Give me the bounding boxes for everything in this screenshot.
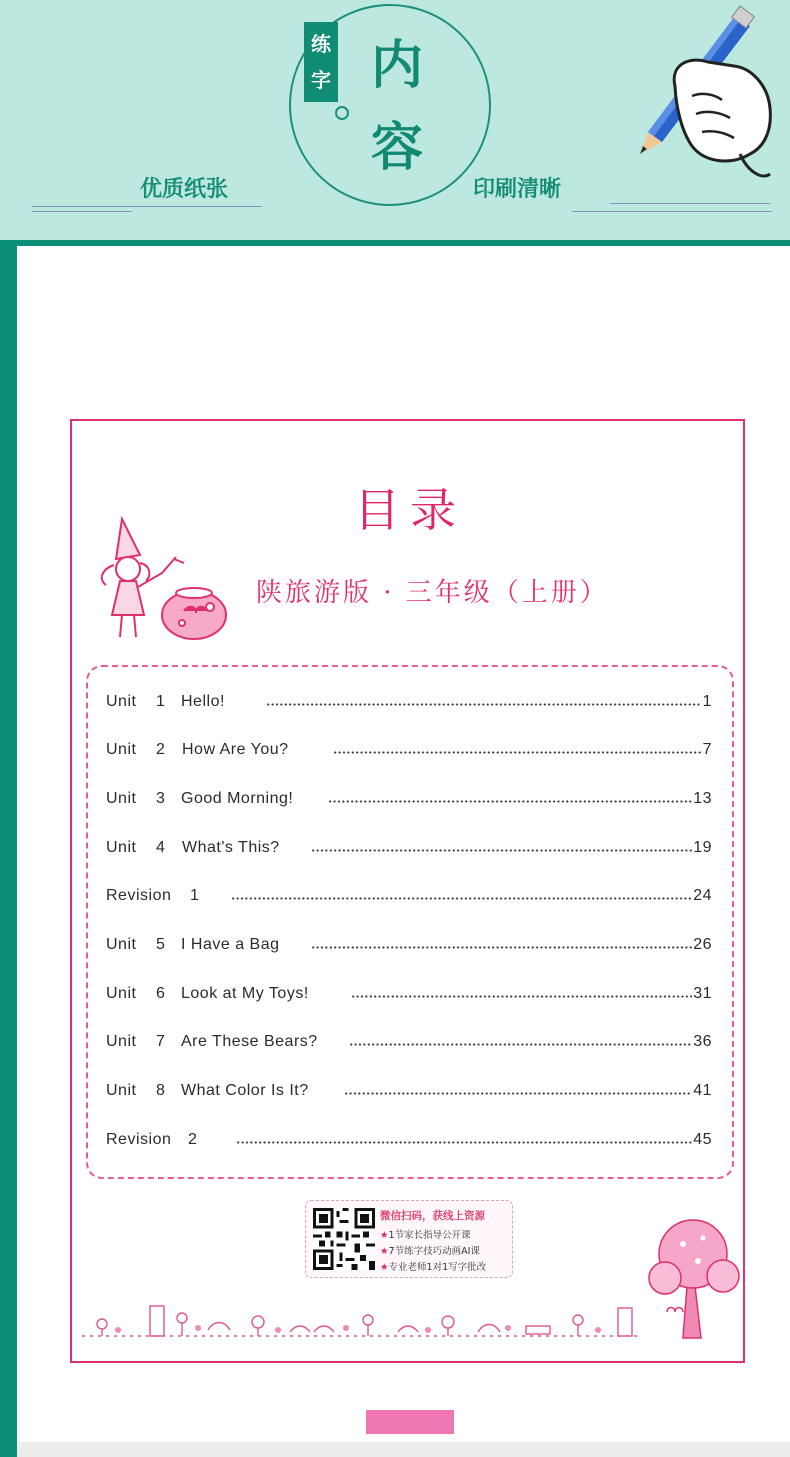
toc-entry[interactable] [106, 741, 712, 765]
toc-number: 2 [188, 1131, 198, 1148]
toc-number: 7 [156, 1033, 166, 1050]
toc-number: 1 [156, 693, 166, 710]
toc-number: 5 [156, 936, 166, 953]
toc-label: Unit [106, 1082, 137, 1099]
toc-entry[interactable] [106, 1033, 712, 1057]
toc-label: Revision [106, 887, 172, 904]
toc-number: 3 [156, 790, 166, 807]
toc-label: Unit [106, 985, 137, 1002]
toc-entry[interactable] [106, 936, 712, 960]
qr-item: ★专业老师1对1写字批改 [380, 1262, 487, 1273]
toc-page-number: 19 [693, 839, 712, 856]
slogan-paper-quality: 优质纸张 [140, 177, 229, 202]
toc-page-number: 41 [693, 1082, 712, 1099]
toc-label: Unit [106, 741, 137, 758]
toc-label: Unit [106, 1033, 137, 1050]
toc-title: Good Morning! [181, 790, 294, 807]
toc-title: What's This? [182, 839, 280, 856]
page-title: 目录 [354, 483, 466, 537]
toc-entry[interactable] [106, 693, 712, 717]
toc-leader-dots [344, 1092, 692, 1095]
banner-title-top: 内 [370, 36, 423, 96]
toc-entry[interactable] [106, 1131, 712, 1155]
star-icon: ★ [380, 1230, 389, 1241]
toc-number: 8 [156, 1082, 166, 1099]
deco-line [32, 206, 262, 207]
tree-illustration [643, 1216, 743, 1341]
toc-page-number: 13 [693, 790, 712, 807]
star-icon: ★ [380, 1246, 389, 1257]
toc-title: Hello! [181, 693, 225, 710]
toc-leader-dots [328, 800, 692, 803]
slogan-print-clarity: 印刷清晰 [473, 177, 562, 202]
page-marker [366, 1410, 454, 1434]
toc-entry[interactable] [106, 790, 712, 814]
banner-title-bottom: 容 [370, 118, 423, 178]
toc-title: Look at My Toys! [181, 985, 309, 1002]
decor-dot [335, 106, 349, 120]
toc-page-number: 1 [702, 693, 712, 710]
toc-number: 2 [156, 741, 166, 758]
girl-with-pot-illustration [92, 515, 237, 645]
toc-title: How Are You? [182, 741, 289, 758]
star-icon: ★ [380, 1262, 389, 1273]
toc-page-number: 7 [702, 741, 712, 758]
toc-title: I Have a Bag [181, 936, 280, 953]
qr-code-icon[interactable] [313, 1208, 375, 1270]
toc-leader-dots [311, 946, 692, 949]
toc-label: Revision [106, 1131, 172, 1148]
toc-entry[interactable] [106, 985, 712, 1009]
toc-leader-dots [236, 1141, 692, 1144]
pencil-hand-icon [630, 4, 780, 184]
toc-label: Unit [106, 693, 137, 710]
toc-page-number: 24 [693, 887, 712, 904]
deco-line [32, 211, 132, 212]
toc-leader-dots [266, 703, 701, 706]
toc-leader-dots [231, 897, 692, 900]
toc-leader-dots [349, 1043, 692, 1046]
toc-page-number: 36 [693, 1033, 712, 1050]
qr-item: ★1节家长指导公开课 [380, 1230, 471, 1241]
toc-number: 4 [156, 839, 166, 856]
toc-number: 1 [190, 887, 200, 904]
toc-page-number: 26 [693, 936, 712, 953]
toc-entry[interactable] [106, 887, 712, 911]
bottom-strip [17, 1442, 790, 1457]
toc-title: What Color Is It? [181, 1082, 309, 1099]
toc-label: Unit [106, 936, 137, 953]
tag-char-1: 练 [311, 32, 331, 56]
toc-label: Unit [106, 790, 137, 807]
toc-leader-dots [311, 849, 692, 852]
qr-card[interactable] [305, 1200, 513, 1278]
deco-line [572, 211, 772, 212]
deco-line [610, 203, 770, 204]
qr-item: ★7节练字技巧动画AI课 [380, 1246, 480, 1257]
toc-number: 6 [156, 985, 166, 1002]
flower-border-decoration [78, 1296, 648, 1342]
toc-page-number: 45 [693, 1131, 712, 1148]
toc-label: Unit [106, 839, 137, 856]
practice-tag [304, 22, 338, 102]
toc-leader-dots [333, 751, 701, 754]
toc-entry[interactable] [106, 839, 712, 863]
toc-page-number: 31 [693, 985, 712, 1002]
toc-title: Are These Bears? [181, 1033, 318, 1050]
left-accent-bar [0, 243, 17, 1457]
tag-char-2: 字 [311, 68, 331, 92]
qr-heading: 微信扫码，获线上资源 [380, 1210, 485, 1222]
page-subtitle: 陕旅游版 · 三年级（上册） [256, 578, 609, 608]
toc-entry[interactable] [106, 1082, 712, 1106]
toc-leader-dots [351, 995, 692, 998]
